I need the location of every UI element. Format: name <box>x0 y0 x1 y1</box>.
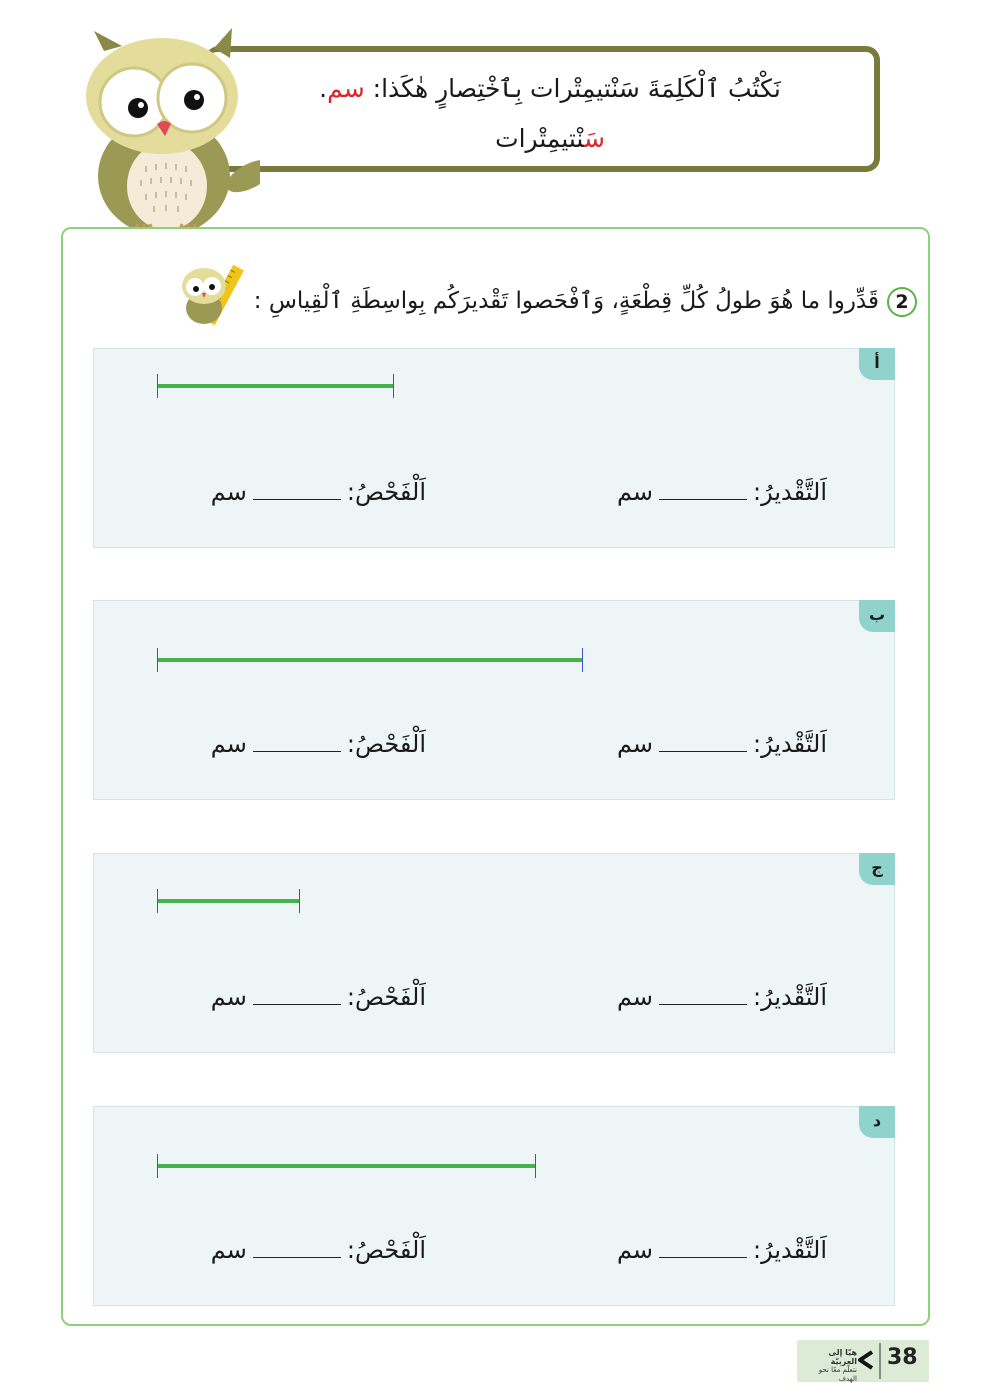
unit-label: سم <box>210 730 247 758</box>
check-label: اَلْفَحْصُ: <box>346 730 426 758</box>
estimate-field <box>617 729 827 758</box>
segment-line <box>157 384 394 388</box>
estimate-label: اَلتَّقْديرُ: <box>753 983 827 1011</box>
check-blank[interactable] <box>253 729 341 752</box>
card-letter: ج <box>859 853 895 885</box>
segment-c <box>157 889 300 913</box>
card-letter: ب <box>859 600 895 632</box>
segment-end-tick <box>299 889 300 913</box>
page-number: 38 <box>887 1345 918 1370</box>
unit-label: سم <box>210 478 247 506</box>
abbreviation: سم <box>327 74 365 103</box>
word-middle: نْتيمِ <box>546 124 584 153</box>
unit-label: سم <box>210 983 247 1011</box>
estimate-blank[interactable] <box>659 1235 747 1258</box>
unit-label: سم <box>616 1236 654 1264</box>
note-sentence: نَكْتُبُ ٱلْكَلِمَةَ سَنْتيمِتْرات بِٱخْتِصارٍ هٰكَذا: <box>364 74 781 103</box>
estimate-label: اَلتَّقْديرُ: <box>753 1236 827 1264</box>
card-letter: د <box>859 1106 895 1138</box>
word-start-highlight: سَ <box>583 124 605 153</box>
check-label: اَلْفَحْصُ: <box>346 1236 426 1264</box>
segment-end-tick <box>582 648 583 672</box>
note-period: . <box>319 74 328 103</box>
check-field <box>211 729 426 758</box>
segment-start-tick <box>157 374 158 398</box>
note-line-2 <box>230 114 870 164</box>
estimate-field <box>617 1235 827 1264</box>
segment-line <box>157 1164 536 1168</box>
segment-line <box>157 658 583 662</box>
card-letter: أ <box>859 348 895 380</box>
unit-label: سم <box>616 478 654 506</box>
segment-start-tick <box>157 1154 158 1178</box>
exercise-number: 2 <box>887 287 917 317</box>
footer-divider <box>879 1343 881 1379</box>
check-blank[interactable] <box>253 1235 341 1258</box>
estimate-field <box>617 982 827 1011</box>
unit-label: سم <box>616 730 654 758</box>
publisher-logo-icon <box>855 1349 875 1371</box>
segment-b <box>157 648 583 672</box>
estimate-label: اَلتَّقْديرُ: <box>753 730 827 758</box>
word-end: تْرات <box>495 124 547 153</box>
page-footer <box>797 1340 929 1382</box>
check-blank[interactable] <box>253 982 341 1005</box>
segment-a <box>157 374 394 398</box>
segment-card-d <box>93 1106 895 1306</box>
check-field <box>211 982 426 1011</box>
estimate-field <box>617 477 827 506</box>
check-label: اَلْفَحْصُ: <box>346 983 426 1011</box>
estimate-blank[interactable] <box>659 982 747 1005</box>
segment-d <box>157 1154 536 1178</box>
estimate-blank[interactable] <box>659 477 747 500</box>
segment-card-c <box>93 853 895 1053</box>
segment-start-tick <box>157 648 158 672</box>
exercise-instruction <box>254 284 917 318</box>
segment-card-b <box>93 600 895 800</box>
note-line-1 <box>230 64 870 114</box>
estimate-label: اَلتَّقْديرُ: <box>753 478 827 506</box>
segment-end-tick <box>393 374 394 398</box>
estimate-blank[interactable] <box>659 729 747 752</box>
unit-label: سم <box>616 983 654 1011</box>
logo-name: هيّا إلى العربيّة <box>828 1348 857 1366</box>
segment-card-a <box>93 348 895 548</box>
unit-label: سم <box>210 1236 247 1264</box>
segment-end-tick <box>535 1154 536 1178</box>
instruction-text: قَدِّروا ما هُوَ طولُ كُلِّ قِطْعَةٍ، وَٱفْحَصوا تَقْديرَكُم بِواسِطَةِ ٱلْقِياسِ : <box>253 288 879 314</box>
owl-illustration <box>74 26 260 238</box>
note-text <box>230 64 870 164</box>
check-label: اَلْفَحْصُ: <box>346 478 426 506</box>
owl-with-ruler-icon <box>180 262 252 328</box>
segment-line <box>157 899 300 903</box>
publisher-logo-text <box>801 1348 857 1384</box>
check-blank[interactable] <box>253 477 341 500</box>
logo-tagline: نتعلّم معًا نحو الهدف <box>818 1366 857 1383</box>
check-field <box>211 1235 426 1264</box>
check-field <box>211 477 426 506</box>
segment-start-tick <box>157 889 158 913</box>
